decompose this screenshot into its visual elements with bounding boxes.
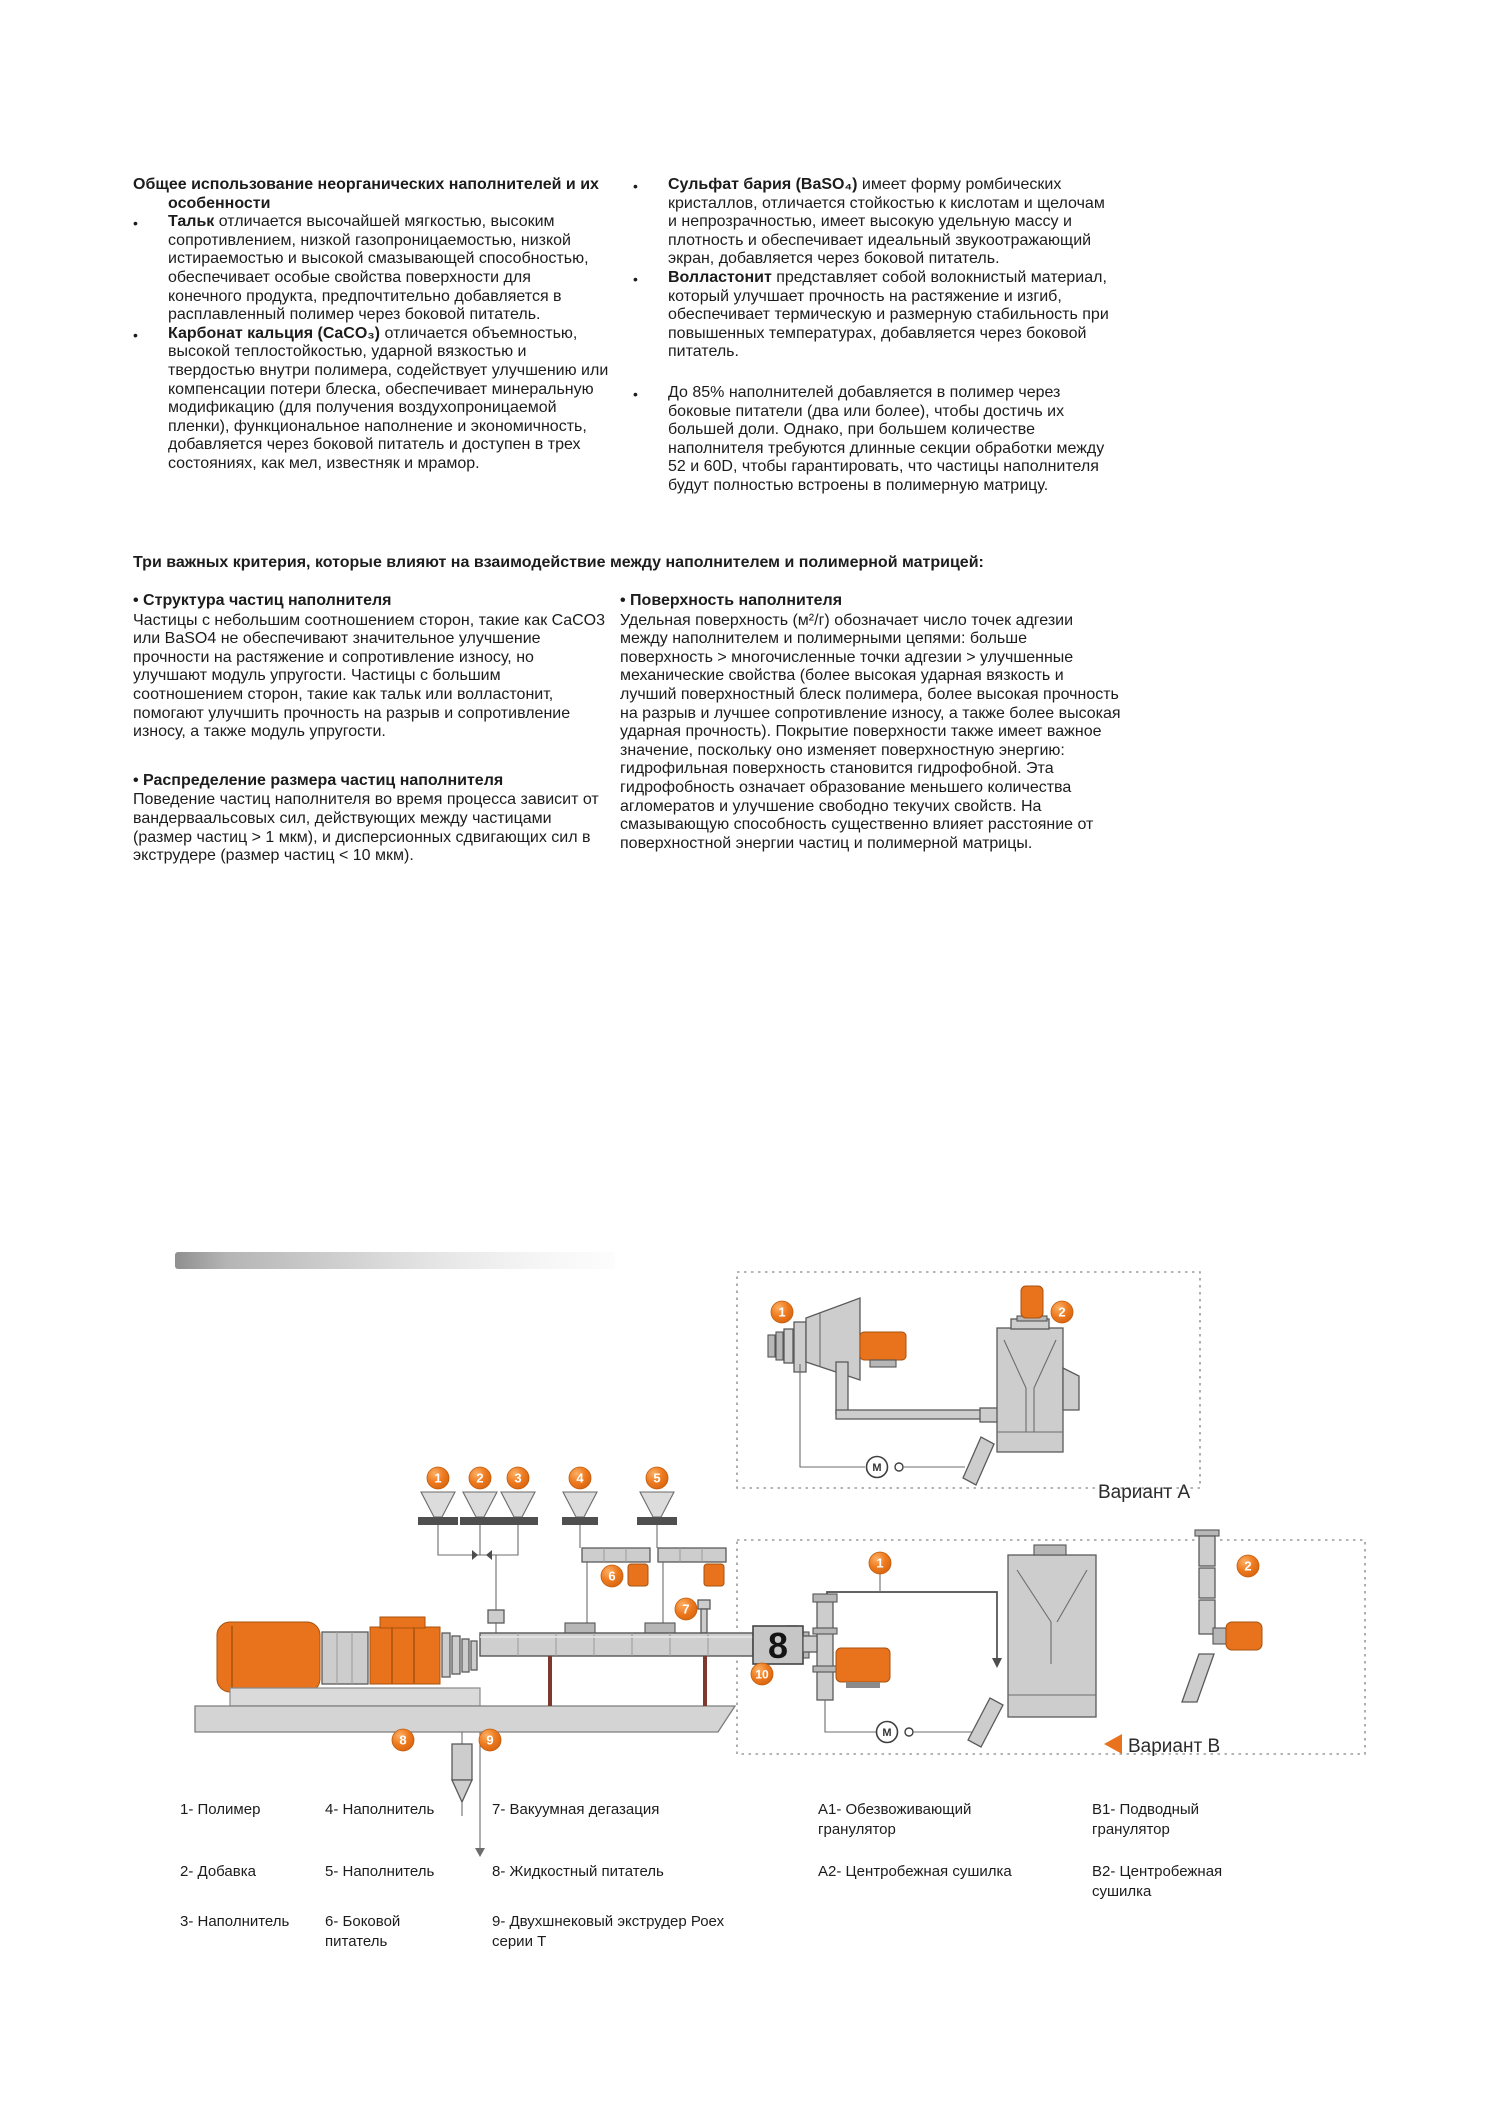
legend-item: 4- Наполнитель xyxy=(325,1801,435,1818)
gearbox xyxy=(370,1627,440,1684)
svg-text:2: 2 xyxy=(1058,1304,1066,1320)
variant-a-box xyxy=(737,1272,1200,1503)
bullet-icon: • xyxy=(633,385,638,402)
process-diagram xyxy=(120,1240,1390,1890)
marker-b2 xyxy=(1237,1555,1259,1577)
pipe-loop-b xyxy=(825,1698,1003,1747)
svg-text:1: 1 xyxy=(876,1555,884,1571)
bullet-barium-sulfate xyxy=(633,176,1117,269)
criteria-distribution-body: Поведение частиц наполнителя во время процесса зависит от вандерваальсовых сил, действующих между частицами (размер частиц > 1 мкм), и дисперсионных сдвигающих сил в экструдере (размер частиц < 10 мкм). xyxy=(133,791,599,865)
legend-item: 9- Двухшнековый экструдер Роех серии Т xyxy=(492,1913,725,1950)
marker-a2 xyxy=(1051,1301,1073,1323)
bullet-lead: Волластонит xyxy=(668,268,772,286)
intro-right-column xyxy=(633,176,1117,496)
bullet-talc xyxy=(133,213,609,325)
blurred-caption-strip xyxy=(175,1252,615,1269)
pelletizer-motor xyxy=(860,1332,906,1360)
marker-a1 xyxy=(771,1301,793,1323)
variant-b-arrow-icon xyxy=(1104,1734,1122,1754)
twin-screw-extruder xyxy=(195,1467,817,1857)
dewatering-pelletizer xyxy=(768,1298,998,1422)
bullet-wollastonite xyxy=(633,269,1117,362)
legend-item: 6- Боковой питатель xyxy=(325,1913,401,1950)
criteria-structure-title: • Структура частиц наполнителя xyxy=(133,592,392,609)
legend-item: 8- Жидкостный питатель xyxy=(492,1863,664,1880)
feed-hoppers xyxy=(418,1492,677,1525)
bullet-body: До 85% наполнителей добавляется в полимер через боковые питатели (два или более), чтобы достичь их большей доли. Однако, при большем количестве наполнителя требуются длинные секции обработки между 52 и 60D, чтобы гарантировать, что частицы наполнителя будут полностью встроены в полимерную матрицу. xyxy=(668,383,1105,494)
marker-3 xyxy=(507,1467,529,1489)
legend-item: 3- Наполнитель xyxy=(180,1913,290,1930)
criteria-structure-body: Частицы с небольшим соотношением сторон, такие как CaCO3 или BaSO4 не обеспечивают значительное улучшение прочности на растяжение и сопротивление износу, но улучшают модуль упругости. Частицы с большим соотношением сторон, такие как тальк или волластонит, помогают улучшить прочность на разрыв и сопротивление износу, а также модуль упругости. xyxy=(133,611,606,741)
intro-left-column xyxy=(133,176,609,474)
column-motor xyxy=(1226,1622,1262,1650)
bullet-icon: • xyxy=(133,215,138,232)
side-feeder-2-motor xyxy=(704,1564,724,1586)
chute-b xyxy=(968,1698,1003,1747)
marker-8 xyxy=(392,1729,414,1751)
svg-text:M: M xyxy=(882,1727,892,1739)
variant-a-label: Вариант А xyxy=(1098,1482,1191,1503)
bullet-body: представляет собой волокнистый материал, который улучшает прочность на растяжение и изгиб, обеспечивает термическую и размерную стабильность при повышенных температурах, добавляется через боковой питатель. xyxy=(668,268,1109,361)
criteria-surface-body: Удельная поверхность (м²/г) обозначает число точек адгезии между наполнителем и полимерными цепями: больше поверхность > многочисленные точки адгезии > улучшенные механические свойства (более высокая ударная вязкость и лучший поверхностный блеск полимера, более высокая прочность на разрыв и лучшее сопротивление износу, а также более высокая ударная прочность). Покрытие поверхности также имеет важное значение, поскольку оно изменяет поверхностную энергию: гидрофильная поверхность становится гидрофобной. Эта гидрофобность означает образование меньшего количества агломератов и улучшение свободно текучих свойств. На смазывающую способность существенно влияет расстояние от поверхностной энергии частиц и полимерной матрицы. xyxy=(620,611,1121,852)
svg-text:10: 10 xyxy=(755,1667,769,1682)
bullet-icon: • xyxy=(633,270,638,287)
centrifugal-dryer-b xyxy=(1008,1545,1096,1717)
legend-item: A1- Обезвоживающий гранулятор xyxy=(818,1801,972,1838)
pump-b xyxy=(877,1722,898,1743)
variant-b-box xyxy=(737,1530,1365,1757)
marker-6 xyxy=(601,1565,623,1587)
criteria-heading: Три важных критерия, которые влияют на взаимодействие между наполнителем и полимерной матрицей: xyxy=(133,554,984,571)
section-heading: Общее использование неорганических наполнителей и их особенности xyxy=(133,176,599,212)
marker-5 xyxy=(646,1467,668,1489)
extruder-pointer xyxy=(475,1732,485,1857)
marker-b1 xyxy=(869,1552,891,1574)
svg-text:1: 1 xyxy=(778,1304,786,1320)
criteria-right-column xyxy=(620,592,1123,853)
criteria-surface-title: • Поверхность наполнителя xyxy=(620,592,843,609)
marker-10 xyxy=(751,1663,773,1685)
side-feeder-1-motor xyxy=(628,1564,648,1586)
legend-item: 7- Вакуумная дегазация xyxy=(492,1801,660,1818)
svg-text:6: 6 xyxy=(608,1568,616,1584)
bullet-icon: • xyxy=(133,326,138,343)
dryer-a-motor xyxy=(1021,1286,1043,1318)
svg-text:9: 9 xyxy=(486,1732,494,1748)
marker-2 xyxy=(469,1467,491,1489)
svg-text:2: 2 xyxy=(1244,1558,1252,1574)
legend-item: 1- Полимер xyxy=(180,1801,261,1818)
svg-text:8: 8 xyxy=(767,1625,789,1666)
legend-item: 5- Наполнитель xyxy=(325,1863,435,1880)
legend-item: A2- Центробежная сушилка xyxy=(818,1863,1012,1880)
svg-text:8: 8 xyxy=(399,1732,407,1748)
extruder-barrel xyxy=(480,1633,753,1656)
svg-text:7: 7 xyxy=(682,1601,690,1617)
pelletizer-b-motor xyxy=(836,1648,890,1682)
svg-text:M: M xyxy=(872,1462,882,1474)
svg-text:1: 1 xyxy=(434,1470,442,1486)
svg-text:3: 3 xyxy=(514,1470,522,1486)
pump-a xyxy=(867,1457,888,1478)
bullet-calcium-carbonate xyxy=(133,325,609,474)
criteria-left-column xyxy=(133,592,606,866)
bullet-body: отличается высочайшей мягкостью, высоким сопротивлением, низкой газопроницаемостью, низкой истираемостью и высокой смазывающей способностью, обеспечивает особые свойства поверхности для конечного продукта, предпочтительно добавляется в расплавленный полимер через боковой питатель. xyxy=(168,213,589,324)
marker-7 xyxy=(675,1598,697,1620)
criteria-distribution-title: • Распределение размера частиц наполнителя xyxy=(133,771,504,789)
die-block xyxy=(753,1625,817,1666)
variant-b-label: Вариант В xyxy=(1128,1736,1221,1757)
bullet-lead: Карбонат кальция (CaCO₃) xyxy=(168,324,380,342)
marker-4 xyxy=(569,1467,591,1489)
pipe-loop-a xyxy=(800,1364,994,1485)
bullet-lead: Сульфат бария (BaSO₄) xyxy=(668,176,858,193)
chute-a xyxy=(963,1437,994,1485)
drive-unit xyxy=(217,1617,477,1692)
bullet-icon: • xyxy=(633,178,638,194)
bullet-body: отличается объемностью, высокой теплостойкостью, ударной вязкостью и твердостью внутри полимера, содействует улучшению или компенсации потери блеска, обеспечивает минеральную модификацию (для получения воздухопроницаемой пленки), функциональное наполнение и экономичность, добавляется через боковой питатель и доступен в трех состояниях, как мел, известняк и мрамор. xyxy=(168,324,609,472)
bullet-body: имеет форму ромбических кристаллов, отличается стойкостью к кислотам и щелочам и непрозрачностью, имеет высокую удельную массу и плотность и обеспечивает идеальный звукоотражающий экран, добавляется через боковой питатель. xyxy=(668,176,1105,268)
vacuum-vent xyxy=(698,1600,710,1633)
legend-item: 2- Добавка xyxy=(180,1863,256,1880)
svg-text:2: 2 xyxy=(476,1470,484,1486)
feed-manifold xyxy=(438,1525,518,1633)
bullet-85-percent xyxy=(633,384,1117,496)
svg-text:4: 4 xyxy=(576,1470,584,1486)
svg-text:5: 5 xyxy=(653,1470,661,1486)
marker-9 xyxy=(479,1729,501,1751)
legend-item: B2- Центробежная сушилка xyxy=(1092,1863,1223,1900)
bullet-lead: Тальк xyxy=(168,213,215,231)
marker-1 xyxy=(427,1467,449,1489)
legend-item: B1- Подводный гранулятор xyxy=(1092,1801,1200,1838)
